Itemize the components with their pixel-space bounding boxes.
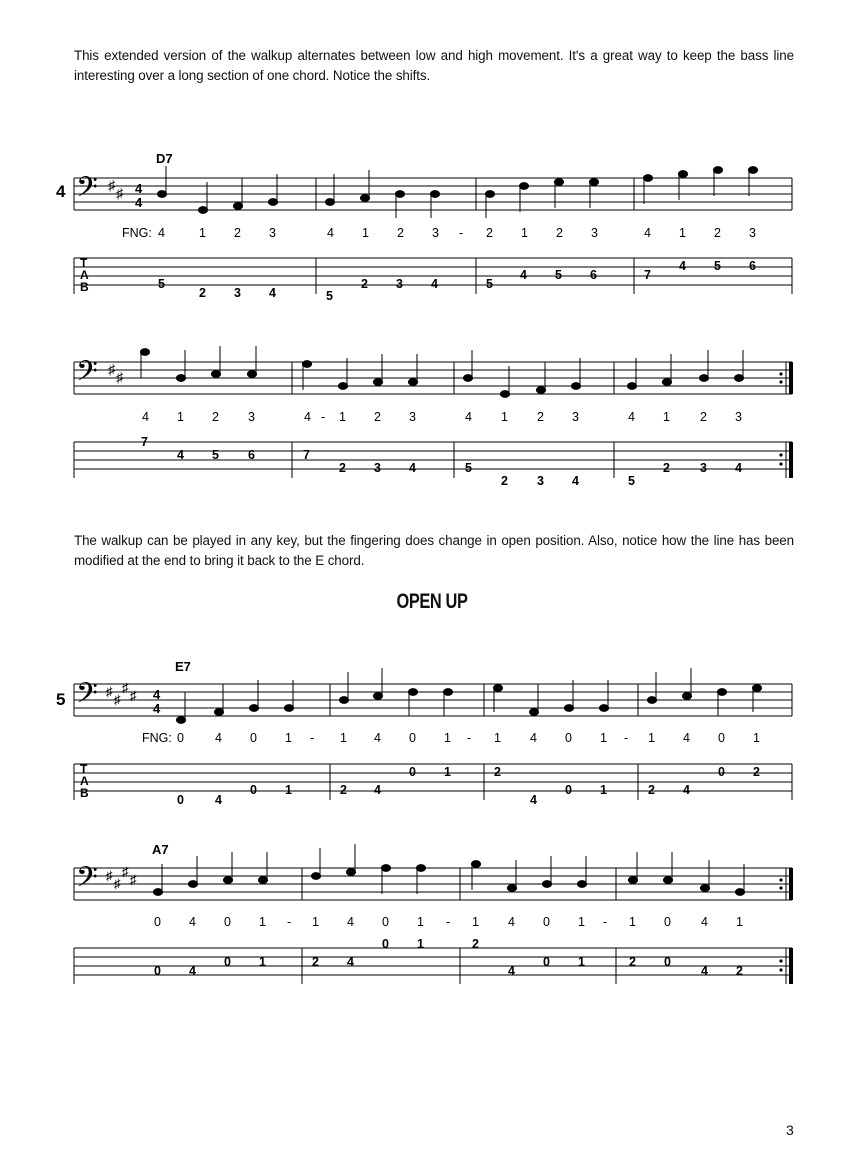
svg-text:T: T <box>80 762 88 776</box>
svg-text:4: 4 <box>530 793 537 807</box>
fingering: 1 <box>199 226 206 240</box>
svg-text:3: 3 <box>234 286 241 300</box>
time-signature-bottom: 4 <box>135 195 143 210</box>
svg-text:4: 4 <box>189 915 196 929</box>
fingering: 4 <box>327 226 334 240</box>
svg-text:0: 0 <box>382 937 389 951</box>
svg-text:0: 0 <box>250 731 257 745</box>
svg-text:0: 0 <box>565 783 572 797</box>
svg-text:-: - <box>446 915 451 929</box>
svg-text:3: 3 <box>537 474 544 488</box>
svg-text:0: 0 <box>718 731 725 745</box>
svg-text:1: 1 <box>736 915 743 929</box>
svg-text:1: 1 <box>285 731 292 745</box>
svg-text:♯: ♯ <box>114 876 121 891</box>
svg-text:1: 1 <box>494 731 501 745</box>
music-system-svg <box>0 650 864 820</box>
svg-text:4: 4 <box>431 277 438 291</box>
sharp-icon: ♯ <box>116 185 123 201</box>
svg-text:0: 0 <box>543 955 550 969</box>
fingering: 3 <box>591 226 598 240</box>
svg-text:3: 3 <box>396 277 403 291</box>
svg-text:2: 2 <box>312 955 319 969</box>
svg-text:♯: ♯ <box>130 872 137 887</box>
svg-text:6: 6 <box>590 268 597 282</box>
svg-text:1: 1 <box>312 915 319 929</box>
fingering: - <box>459 226 464 240</box>
svg-text:7: 7 <box>303 448 310 462</box>
bass-clef-icon: 𝄢 <box>76 356 98 394</box>
svg-text:1: 1 <box>501 410 508 424</box>
svg-text:3: 3 <box>700 461 707 475</box>
svg-text:2: 2 <box>663 461 670 475</box>
time-signature-top: 4 <box>135 181 143 196</box>
svg-text:3: 3 <box>374 461 381 475</box>
sharp-icon: ♯ <box>116 369 123 385</box>
svg-text:2: 2 <box>199 286 206 300</box>
notes <box>153 844 744 895</box>
svg-text:1: 1 <box>578 915 585 929</box>
fng-label: FNG: <box>122 226 152 240</box>
svg-text:-: - <box>624 731 629 745</box>
svg-text:♯: ♯ <box>130 688 137 703</box>
svg-text:4: 4 <box>304 410 311 424</box>
svg-text:4: 4 <box>520 268 527 282</box>
svg-text:4: 4 <box>701 915 708 929</box>
svg-text:0: 0 <box>718 765 725 779</box>
svg-text:4: 4 <box>735 461 742 475</box>
svg-text:0: 0 <box>250 783 257 797</box>
svg-text:2: 2 <box>537 410 544 424</box>
svg-text:4: 4 <box>530 731 537 745</box>
chord-symbol: A7 <box>152 842 169 857</box>
svg-text:5: 5 <box>326 289 333 303</box>
section-title: OPEN UP <box>396 590 468 613</box>
tab-numbers <box>141 435 742 488</box>
svg-text:1: 1 <box>259 915 266 929</box>
svg-text:-: - <box>321 410 326 424</box>
svg-text:B: B <box>80 280 89 294</box>
fingering: 3 <box>269 226 276 240</box>
svg-text:0: 0 <box>409 731 416 745</box>
svg-text:4: 4 <box>683 783 690 797</box>
svg-text:A: A <box>80 268 89 282</box>
svg-text:4: 4 <box>142 410 149 424</box>
bass-clef-icon: 𝄢 <box>76 678 98 716</box>
fingering: 2 <box>714 226 721 240</box>
open-position-paragraph: The walkup can be played in any key, but the fingering does change in open position. Also, notice how the line has been modified at the end to bring it back to the E chord. <box>74 533 794 568</box>
svg-text:3: 3 <box>572 410 579 424</box>
svg-text:2: 2 <box>212 410 219 424</box>
svg-text:2: 2 <box>700 410 707 424</box>
fingering-row <box>142 731 760 745</box>
svg-text:4: 4 <box>374 783 381 797</box>
svg-text:2: 2 <box>648 783 655 797</box>
svg-text:3: 3 <box>248 410 255 424</box>
svg-text:5: 5 <box>465 461 472 475</box>
svg-text:7: 7 <box>141 435 148 449</box>
svg-text:A: A <box>80 774 89 788</box>
svg-text:2: 2 <box>340 783 347 797</box>
svg-text:2: 2 <box>494 765 501 779</box>
svg-text:5: 5 <box>555 268 562 282</box>
example-number: 5 <box>56 690 66 709</box>
svg-text:FNG:: FNG: <box>142 731 172 745</box>
svg-text:4: 4 <box>215 731 222 745</box>
svg-text:4: 4 <box>572 474 579 488</box>
bass-clef-icon: 𝄢 <box>76 172 98 210</box>
svg-text:7: 7 <box>644 268 651 282</box>
svg-text:5: 5 <box>486 277 493 291</box>
svg-text:4: 4 <box>628 410 635 424</box>
svg-text:1: 1 <box>472 915 479 929</box>
svg-text:1: 1 <box>259 955 266 969</box>
tab-label <box>80 256 89 294</box>
svg-text:4: 4 <box>347 955 354 969</box>
tab-numbers <box>177 765 760 807</box>
page-number: 3 <box>786 1122 794 1138</box>
svg-text:-: - <box>310 731 315 745</box>
svg-text:2: 2 <box>501 474 508 488</box>
svg-text:1: 1 <box>285 783 292 797</box>
svg-text:-: - <box>603 915 608 929</box>
svg-text:T: T <box>80 256 88 270</box>
svg-text:-: - <box>287 915 292 929</box>
svg-text:5: 5 <box>714 259 721 273</box>
notes <box>140 346 743 397</box>
tab-label <box>80 762 89 800</box>
svg-text:4: 4 <box>508 915 515 929</box>
fingering: 4 <box>158 226 165 240</box>
svg-text:0: 0 <box>224 955 231 969</box>
bass-clef-icon: 𝄢 <box>76 862 98 900</box>
svg-text:1: 1 <box>600 783 607 797</box>
example-number: 4 <box>56 182 66 201</box>
sharp-icon: ♯ <box>108 361 115 377</box>
svg-text:♯: ♯ <box>114 692 121 707</box>
sharp-icon: ♯ <box>108 177 115 193</box>
chord-symbol: E7 <box>175 659 191 674</box>
svg-text:4: 4 <box>374 731 381 745</box>
svg-text:2: 2 <box>374 410 381 424</box>
svg-text:1: 1 <box>417 915 424 929</box>
fingering: 1 <box>679 226 686 240</box>
svg-text:4: 4 <box>683 731 690 745</box>
svg-text:1: 1 <box>663 410 670 424</box>
svg-text:6: 6 <box>749 259 756 273</box>
fingering-row <box>122 226 756 240</box>
svg-text:0: 0 <box>177 731 184 745</box>
svg-text:1: 1 <box>444 765 451 779</box>
time-signature-bottom: 4 <box>153 701 161 716</box>
svg-text:4: 4 <box>465 410 472 424</box>
svg-text:5: 5 <box>212 448 219 462</box>
svg-text:4: 4 <box>508 964 515 978</box>
svg-text:♯: ♯ <box>106 868 113 883</box>
svg-text:1: 1 <box>177 410 184 424</box>
svg-text:1: 1 <box>600 731 607 745</box>
svg-text:B: B <box>80 786 89 800</box>
fingering: 3 <box>432 226 439 240</box>
fingering: 2 <box>234 226 241 240</box>
svg-text:0: 0 <box>224 915 231 929</box>
fingering: 2 <box>486 226 493 240</box>
svg-text:2: 2 <box>339 461 346 475</box>
fingering-row <box>142 410 742 424</box>
fingering: 1 <box>521 226 528 240</box>
svg-text:4: 4 <box>679 259 686 273</box>
music-system-svg <box>0 330 864 500</box>
svg-text:0: 0 <box>382 915 389 929</box>
svg-text:1: 1 <box>753 731 760 745</box>
svg-text:4: 4 <box>701 964 708 978</box>
fingering: 2 <box>397 226 404 240</box>
svg-text:2: 2 <box>361 277 368 291</box>
svg-text:0: 0 <box>177 793 184 807</box>
svg-text:1: 1 <box>578 955 585 969</box>
svg-text:3: 3 <box>409 410 416 424</box>
time-signature-top: 4 <box>153 687 161 702</box>
svg-text:1: 1 <box>629 915 636 929</box>
svg-text:1: 1 <box>648 731 655 745</box>
svg-text:0: 0 <box>664 955 671 969</box>
chord-symbol: D7 <box>156 151 173 166</box>
svg-text:♯: ♯ <box>122 680 129 695</box>
svg-text:6: 6 <box>248 448 255 462</box>
svg-text:5: 5 <box>158 277 165 291</box>
intro-paragraph: This extended version of the walkup alternates between low and high movement. It's a great way to keep the bass line interesting over a long section of one chord. Notice the shifts. <box>74 48 794 83</box>
fingering: 3 <box>749 226 756 240</box>
tab-numbers <box>158 259 756 303</box>
svg-text:2: 2 <box>753 765 760 779</box>
svg-text:4: 4 <box>189 964 196 978</box>
svg-text:1: 1 <box>339 410 346 424</box>
svg-text:2: 2 <box>736 964 743 978</box>
svg-text:2: 2 <box>472 937 479 951</box>
music-system-svg <box>0 836 864 1006</box>
svg-text:♯: ♯ <box>122 864 129 879</box>
svg-text:1: 1 <box>444 731 451 745</box>
fingering: 1 <box>362 226 369 240</box>
svg-text:0: 0 <box>154 915 161 929</box>
svg-text:0: 0 <box>664 915 671 929</box>
svg-text:1: 1 <box>340 731 347 745</box>
fingering-row <box>154 915 743 929</box>
fingering: 4 <box>644 226 651 240</box>
svg-text:-: - <box>467 731 472 745</box>
svg-text:2: 2 <box>629 955 636 969</box>
fingering: 2 <box>556 226 563 240</box>
svg-text:1: 1 <box>417 937 424 951</box>
svg-text:4: 4 <box>269 286 276 300</box>
svg-text:0: 0 <box>565 731 572 745</box>
svg-text:3: 3 <box>735 410 742 424</box>
svg-text:0: 0 <box>543 915 550 929</box>
notes <box>176 668 761 723</box>
svg-text:0: 0 <box>154 964 161 978</box>
svg-text:4: 4 <box>177 448 184 462</box>
svg-text:♯: ♯ <box>106 684 113 699</box>
svg-text:5: 5 <box>628 474 635 488</box>
svg-text:0: 0 <box>409 765 416 779</box>
svg-text:4: 4 <box>409 461 416 475</box>
svg-text:4: 4 <box>215 793 222 807</box>
svg-text:4: 4 <box>347 915 354 929</box>
